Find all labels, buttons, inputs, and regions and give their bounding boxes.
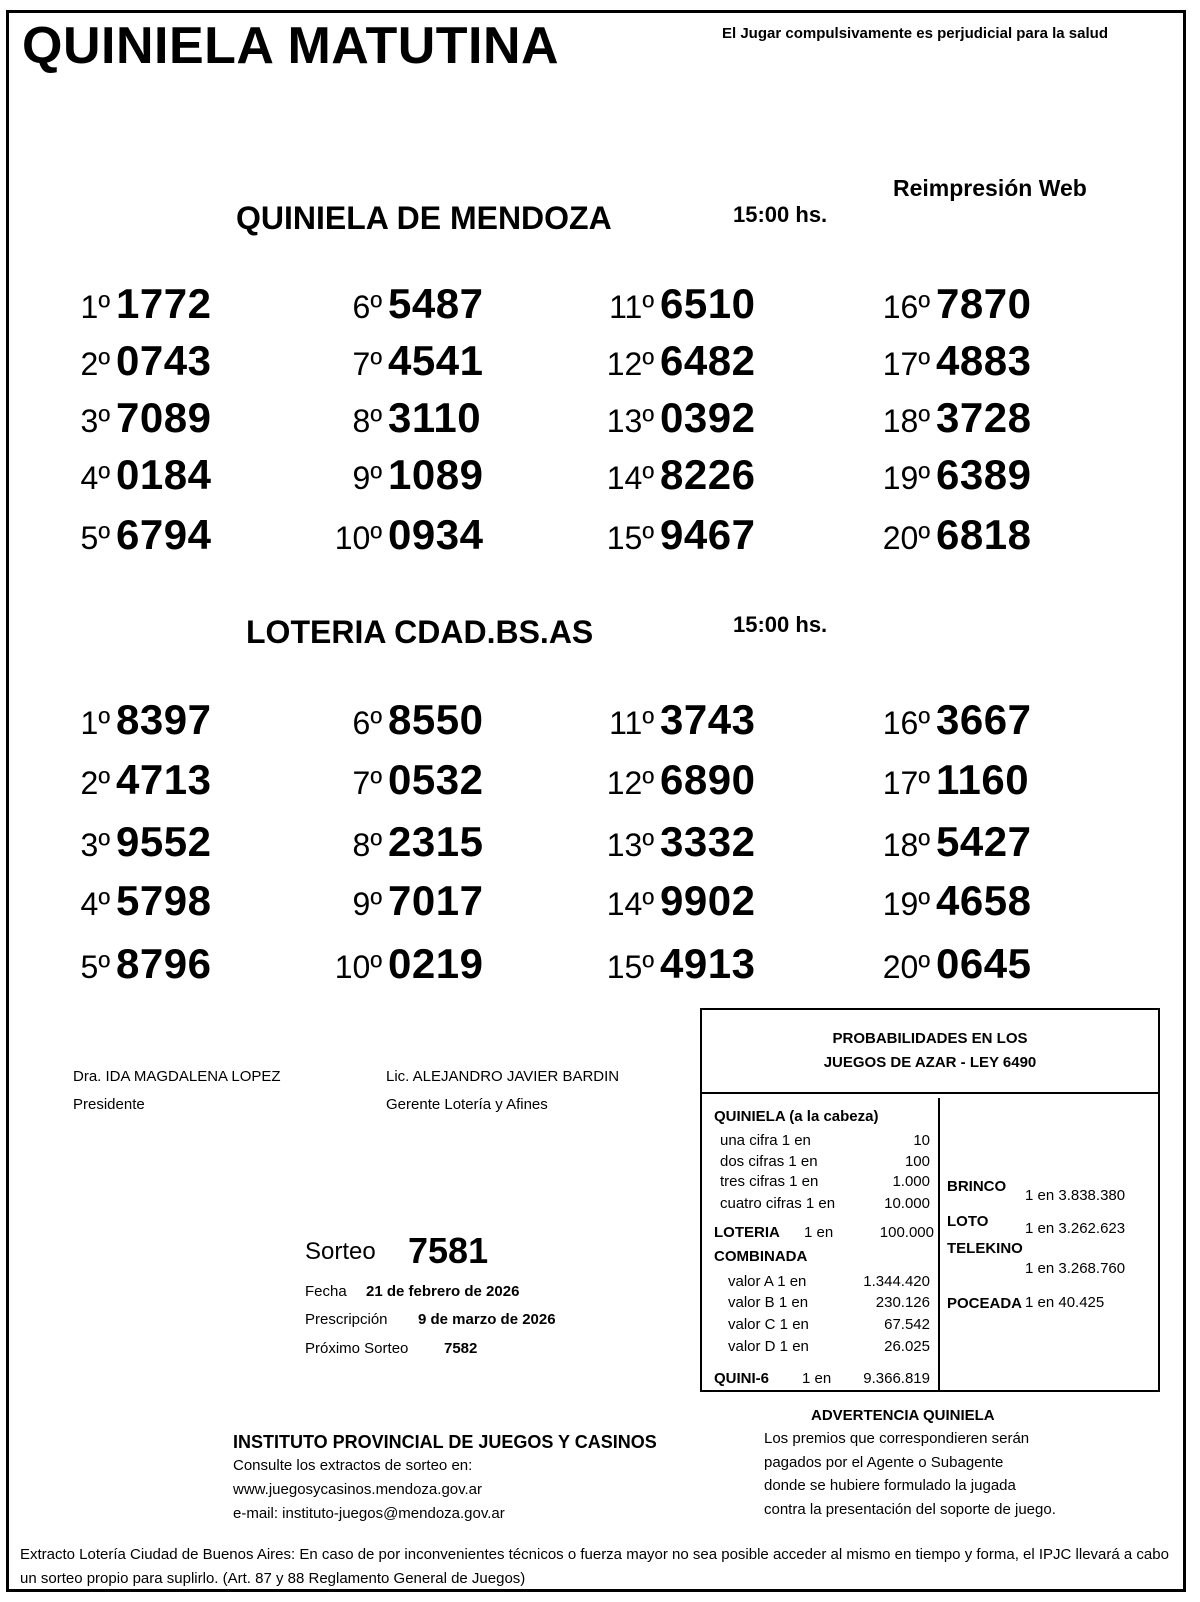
prob-row-label: tres cifras 1 en bbox=[720, 1173, 819, 1190]
draw-number: 5427 bbox=[936, 818, 1032, 865]
draw-position: 7º bbox=[352, 346, 382, 382]
draw-position: 13º bbox=[606, 403, 654, 439]
draw-result bbox=[604, 511, 755, 559]
draw-result bbox=[604, 451, 755, 499]
prob-row-value: 10 bbox=[913, 1132, 930, 1149]
telekino-prob-value: 1 en 3.268.760 bbox=[1025, 1260, 1126, 1277]
poceada-prob-value: 1 en 40.425 bbox=[1025, 1294, 1105, 1311]
draw-position: 8º bbox=[352, 827, 382, 863]
draw-number: 4658 bbox=[936, 877, 1032, 924]
draw-number: 6510 bbox=[660, 280, 756, 327]
draw-number: 4713 bbox=[116, 756, 212, 803]
draw-result bbox=[60, 280, 211, 328]
draw-result bbox=[60, 394, 211, 442]
draw-number: 6482 bbox=[660, 337, 756, 384]
manager-role: Gerente Lotería y Afines bbox=[386, 1096, 548, 1113]
draw-number: 3110 bbox=[388, 394, 482, 441]
draw-position: 17º bbox=[882, 346, 930, 382]
draw-position: 9º bbox=[352, 460, 382, 496]
draw-position: 18º bbox=[882, 827, 930, 863]
draw-position: 2º bbox=[80, 765, 110, 801]
draw-result bbox=[880, 280, 1031, 328]
draw-number: 9902 bbox=[660, 877, 756, 924]
prob-row-label: dos cifras 1 en bbox=[720, 1153, 818, 1170]
draw-number: 0645 bbox=[936, 940, 1032, 987]
draw-number: 4541 bbox=[388, 337, 484, 384]
draw-position: 19º bbox=[882, 460, 930, 496]
draw-position: 19º bbox=[882, 886, 930, 922]
manager-name: Lic. ALEJANDRO JAVIER BARDIN bbox=[386, 1068, 620, 1085]
institute-email[interactable]: e-mail: instituto-juegos@mendoza.gov.ar bbox=[233, 1505, 505, 1522]
draw-result bbox=[604, 394, 755, 442]
advertencia-line: Los premios que correspondieren serán bbox=[764, 1430, 1030, 1447]
advertencia-line: contra la presentación del soporte de juego. bbox=[764, 1501, 1056, 1518]
draw-result bbox=[332, 451, 483, 499]
mendoza-title: QUINIELA DE MENDOZA bbox=[236, 200, 612, 236]
draw-number: 4913 bbox=[660, 940, 756, 987]
draw-result bbox=[60, 696, 211, 744]
draw-number: 7017 bbox=[388, 877, 484, 924]
advertencia-line: pagados por el Agente o Subagente bbox=[764, 1454, 1004, 1471]
draw-result bbox=[604, 337, 755, 385]
draw-position: 5º bbox=[80, 949, 110, 985]
draw-position: 20º bbox=[882, 520, 930, 556]
fecha-value: 21 de febrero de 2026 bbox=[366, 1283, 520, 1300]
bsas-title: LOTERIA CDAD.BS.AS bbox=[246, 614, 594, 650]
sorteo-label: Sorteo bbox=[305, 1238, 376, 1265]
draw-number: 0184 bbox=[116, 451, 212, 498]
loto-prob-label: LOTO bbox=[947, 1213, 989, 1230]
draw-position: 4º bbox=[80, 886, 110, 922]
probabilities-title-line1: PROBABILIDADES EN LOS bbox=[832, 1030, 1028, 1047]
quiniela-prob-title: QUINIELA (a la cabeza) bbox=[714, 1108, 879, 1125]
draw-position: 13º bbox=[606, 827, 654, 863]
prob-row-value: 100 bbox=[904, 1153, 930, 1170]
institute-line1: Consulte los extractos de sorteo en: bbox=[233, 1457, 473, 1474]
draw-number: 0392 bbox=[660, 394, 756, 441]
draw-result bbox=[60, 451, 211, 499]
draw-number: 3743 bbox=[660, 696, 756, 743]
draw-result bbox=[604, 696, 755, 744]
draw-result bbox=[332, 818, 483, 866]
sorteo-number: 7581 bbox=[408, 1230, 489, 1271]
bsas-hour: 15:00 hs. bbox=[733, 612, 828, 637]
draw-result bbox=[880, 756, 1029, 804]
loteria-prob-label: LOTERIA bbox=[714, 1224, 780, 1241]
draw-result bbox=[60, 511, 211, 559]
draw-position: 7º bbox=[352, 765, 382, 801]
draw-result bbox=[332, 337, 483, 385]
draw-result bbox=[332, 696, 483, 744]
draw-position: 11º bbox=[609, 289, 654, 325]
quini6-prob-value: 9.366.819 bbox=[863, 1370, 930, 1387]
draw-number: 0934 bbox=[388, 511, 484, 558]
telekino-prob-label: TELEKINO bbox=[947, 1240, 1023, 1257]
draw-number: 6389 bbox=[936, 451, 1032, 498]
draw-position: 1º bbox=[80, 289, 110, 325]
prob-row-label: una cifra 1 en bbox=[720, 1132, 811, 1149]
brinco-prob-value: 1 en 3.838.380 bbox=[1025, 1187, 1126, 1204]
draw-result bbox=[60, 756, 211, 804]
draw-number: 1089 bbox=[388, 451, 484, 498]
draw-result bbox=[604, 940, 755, 988]
president-role: Presidente bbox=[73, 1096, 145, 1113]
prob-row-value: 67.542 bbox=[884, 1316, 930, 1333]
draw-position: 10º bbox=[334, 949, 382, 985]
prescripcion-label: Prescripción bbox=[305, 1311, 388, 1328]
draw-position: 4º bbox=[80, 460, 110, 496]
draw-result bbox=[880, 818, 1031, 866]
prob-row-label: valor C 1 en bbox=[728, 1316, 809, 1333]
draw-result bbox=[332, 940, 483, 988]
draw-number: 8397 bbox=[116, 696, 212, 743]
prob-row-label: valor B 1 en bbox=[728, 1294, 809, 1311]
draw-number: 9552 bbox=[116, 818, 212, 865]
draw-result bbox=[332, 394, 481, 442]
prob-row-label: valor A 1 en bbox=[728, 1273, 807, 1290]
mendoza-hour: 15:00 hs. bbox=[733, 202, 828, 227]
draw-position: 15º bbox=[606, 520, 654, 556]
draw-number: 0743 bbox=[116, 337, 212, 384]
draw-number: 8796 bbox=[116, 940, 212, 987]
draw-result bbox=[60, 940, 211, 988]
draw-number: 7089 bbox=[116, 394, 212, 441]
draw-number: 1772 bbox=[116, 280, 212, 327]
reprint-label: Reimpresión Web bbox=[893, 175, 1087, 201]
draw-position: 14º bbox=[606, 460, 654, 496]
draw-position: 2º bbox=[80, 346, 110, 382]
advertencia-title: ADVERTENCIA QUINIELA bbox=[811, 1407, 995, 1424]
draw-number: 0532 bbox=[388, 756, 484, 803]
draw-result bbox=[880, 696, 1031, 744]
probabilities-title-line2: JUEGOS DE AZAR - LEY 6490 bbox=[823, 1054, 1037, 1071]
draw-number: 5487 bbox=[388, 280, 484, 327]
draw-position: 14º bbox=[606, 886, 654, 922]
prescripcion-value: 9 de marzo de 2026 bbox=[418, 1311, 556, 1328]
draw-result bbox=[880, 877, 1031, 925]
draw-position: 20º bbox=[882, 949, 930, 985]
draw-number: 3728 bbox=[936, 394, 1032, 441]
president-name: Dra. IDA MAGDALENA LOPEZ bbox=[73, 1068, 281, 1085]
draw-result bbox=[880, 940, 1031, 988]
combinada-prob-title: COMBINADA bbox=[714, 1248, 808, 1265]
prob-row-value: 26.025 bbox=[884, 1338, 930, 1355]
proximo-value: 7582 bbox=[444, 1340, 478, 1357]
draw-result bbox=[60, 818, 211, 866]
proximo-label: Próximo Sorteo bbox=[305, 1340, 409, 1357]
draw-number: 1160 bbox=[936, 756, 1030, 803]
draw-position: 12º bbox=[606, 765, 654, 801]
draw-position: 16º bbox=[882, 705, 930, 741]
draw-position: 17º bbox=[882, 765, 930, 801]
prob-row-label: valor D 1 en bbox=[728, 1338, 809, 1355]
footer-note: Extracto Lotería Ciudad de Buenos Aires: En caso de por inconvenientes técnicos o fuerza mayor no sea posible acceder al mismo en tiempo y forma, el IPJC llevará a cabo un sorteo propio para suplirlo. (Art. 87 y 88 Reglamento General de Juegos) bbox=[20, 1546, 1169, 1587]
draw-number: 8226 bbox=[660, 451, 756, 498]
loteria-prob-value: 100.000 bbox=[879, 1224, 934, 1241]
draw-result bbox=[60, 877, 211, 925]
draw-number: 9467 bbox=[660, 511, 756, 558]
draw-position: 3º bbox=[80, 403, 110, 439]
quini6-prob-en: 1 en bbox=[802, 1370, 832, 1387]
probabilities-header bbox=[702, 1010, 1158, 1094]
draw-number: 6890 bbox=[660, 756, 756, 803]
draw-position: 5º bbox=[80, 520, 110, 556]
probabilities-box bbox=[700, 1008, 1160, 1392]
page-title: QUINIELA MATUTINA bbox=[22, 17, 560, 75]
draw-result bbox=[880, 394, 1031, 442]
prob-row-value: 230.126 bbox=[875, 1294, 930, 1311]
institute-website[interactable]: www.juegosycasinos.mendoza.gov.ar bbox=[233, 1481, 483, 1498]
draw-result bbox=[880, 511, 1031, 559]
draw-position: 8º bbox=[352, 403, 382, 439]
draw-result bbox=[604, 280, 755, 328]
draw-result bbox=[60, 337, 211, 385]
brinco-prob-label: BRINCO bbox=[947, 1178, 1007, 1195]
draw-result bbox=[604, 818, 755, 866]
draw-number: 4883 bbox=[936, 337, 1032, 384]
draw-number: 3332 bbox=[660, 818, 756, 865]
draw-position: 6º bbox=[352, 289, 382, 325]
loto-prob-value: 1 en 3.262.623 bbox=[1025, 1220, 1126, 1237]
draw-number: 7870 bbox=[936, 280, 1032, 327]
draw-number: 3667 bbox=[936, 696, 1032, 743]
draw-result bbox=[332, 511, 483, 559]
draw-position: 9º bbox=[352, 886, 382, 922]
draw-number: 6818 bbox=[936, 511, 1032, 558]
draw-position: 18º bbox=[882, 403, 930, 439]
draw-position: 10º bbox=[334, 520, 382, 556]
draw-position: 3º bbox=[80, 827, 110, 863]
draw-number: 8550 bbox=[388, 696, 484, 743]
poceada-prob-label: POCEADA bbox=[947, 1295, 1023, 1312]
draw-result bbox=[880, 451, 1031, 499]
fecha-label: Fecha bbox=[305, 1283, 347, 1300]
prob-row-value: 10.000 bbox=[884, 1195, 930, 1212]
quini6-prob-label: QUINI-6 bbox=[714, 1370, 770, 1387]
draw-result bbox=[604, 877, 755, 925]
prob-row-value: 1.344.420 bbox=[863, 1273, 930, 1290]
draw-position: 6º bbox=[352, 705, 382, 741]
draw-result bbox=[332, 877, 483, 925]
draw-result bbox=[604, 756, 755, 804]
draw-position: 1º bbox=[80, 705, 110, 741]
draw-number: 0219 bbox=[388, 940, 484, 987]
advertencia-line: donde se hubiere formulado la jugada bbox=[764, 1477, 1016, 1494]
loteria-prob-en: 1 en bbox=[804, 1224, 834, 1241]
draw-number: 2315 bbox=[388, 818, 484, 865]
probabilities-divider bbox=[938, 1098, 940, 1392]
draw-position: 11º bbox=[609, 705, 654, 741]
draw-result bbox=[332, 756, 483, 804]
prob-row-value: 1.000 bbox=[892, 1173, 930, 1190]
health-warning: El Jugar compulsivamente es perjudicial para la salud bbox=[722, 25, 1108, 42]
draw-position: 16º bbox=[882, 289, 930, 325]
draw-number: 6794 bbox=[116, 511, 212, 558]
draw-number: 5798 bbox=[116, 877, 212, 924]
draw-position: 15º bbox=[606, 949, 654, 985]
draw-result bbox=[880, 337, 1031, 385]
institute-name: INSTITUTO PROVINCIAL DE JUEGOS Y CASINOS bbox=[233, 1432, 657, 1452]
draw-result bbox=[332, 280, 483, 328]
prob-row-label: cuatro cifras 1 en bbox=[720, 1195, 836, 1212]
draw-position: 12º bbox=[606, 346, 654, 382]
